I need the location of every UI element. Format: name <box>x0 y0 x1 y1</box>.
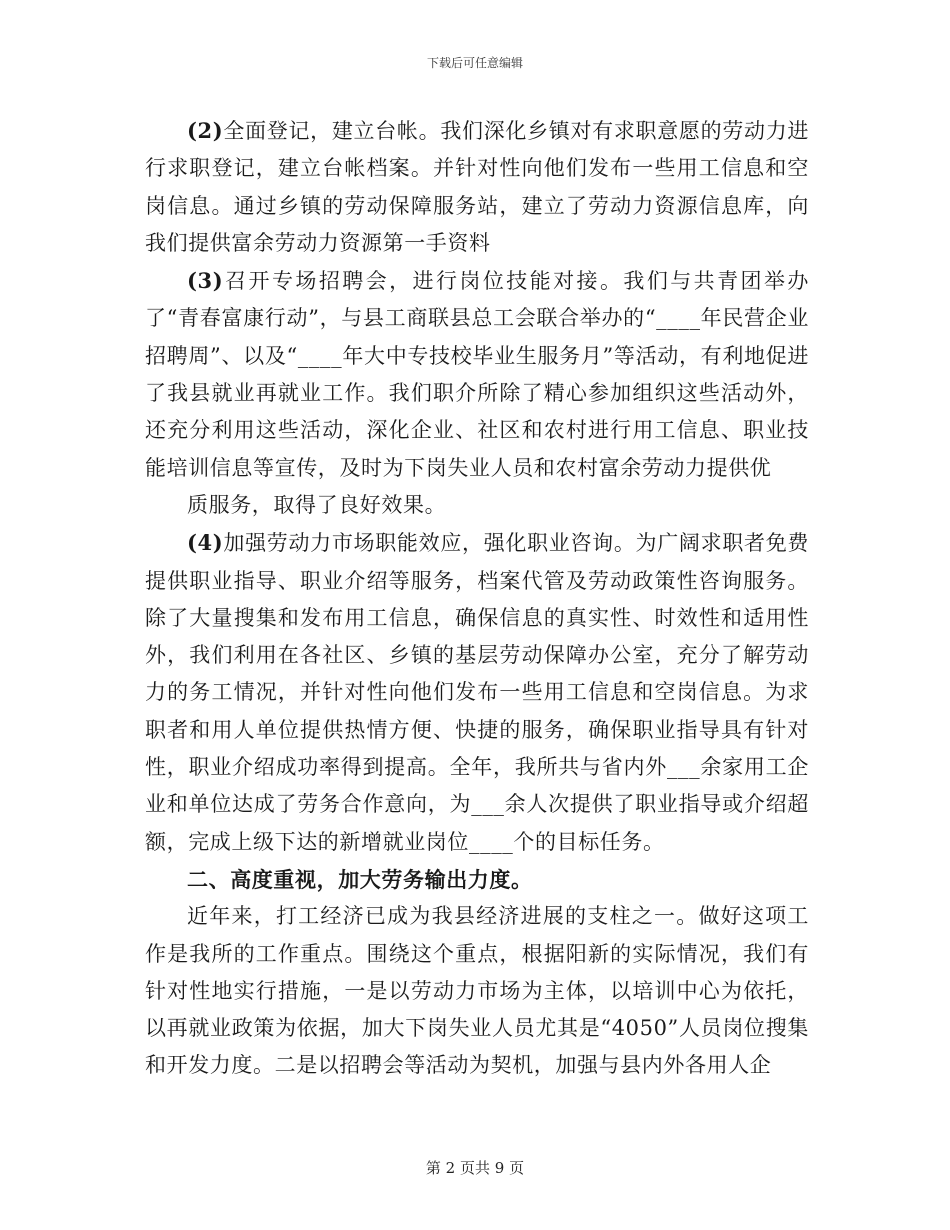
item-number-4: (4) <box>187 530 224 556</box>
item-number-3: (3) <box>187 268 224 294</box>
paragraph-3-text: 召开专场招聘会，进行岗位技能对接。我们与共青团举办了“青春富康行动”，与县工商联县总工会联合举办的“____年民营企业招聘周”、以及“____年大中专技校毕业生服务月”等活动，有利地促进了我县就业再就业工作。我们职介所除了精心参加组织这些活动外，还充分利用这些活动，深化企业、社区和农村进行用工信息、职业技能培训信息等宣传，及时为下岗失业人员和农村富余劳动力提供优 <box>145 269 809 480</box>
section-paragraph: 近年来，打工经济已成为我县经济进展的支柱之一。做好这项工作是我所的工作重点。围绕这个重点，根据阳新的实际情况，我们有针对性地实行措施，一是以劳动力市场为主体，以培训中心为依托，以再就业政策为依据，加大下岗失业人员尤其是“4050”人员岗位搜集和开发力度。二是以招聘会等活动为契机，加强与县内外各用人企 <box>145 904 809 1078</box>
paragraph-4-text: 加强劳动力市场职能效应，强化职业咨询。为广阔求职者免费提供职业指导、职业介绍等服务，档案代管及劳动政策性咨询服务。除了大量搜集和发布用工信息，确保信息的真实性、时效性和适用性外，我们利用在各社区、乡镇的基层劳动保障办公室，充分了解劳动力的务工情况，并针对性向他们发布一些用工信息和空岗信息。为求职者和用人单位提供热情方便、快捷的服务，确保职业指导具有针对性，职业介绍成功率得到提高。全年，我所共与省内外___余家用工企业和单位达成了劳务合作意向，为___余人次提供了职业指导或介绍超额，完成上级下达的新增就业岗位____个的目标任务。 <box>145 531 809 854</box>
paragraph-3-continuation <box>145 487 809 524</box>
paragraph-3-continuation-text: 质服务，取得了良好效果。 <box>187 492 447 517</box>
paragraph-2 <box>145 112 809 262</box>
paragraph-3 <box>145 262 809 487</box>
item-number-2: (2) <box>187 118 224 143</box>
page-number: 第 2 页共 9 页 <box>425 1159 525 1177</box>
section-heading: 二、高度重视，加大劳务输出力度。 <box>187 866 533 892</box>
paragraph-4 <box>145 524 809 861</box>
document-body <box>145 112 809 1085</box>
paragraph-2-text: 全面登记，建立台帐。我们深化乡镇对有求职意愿的劳动力进行求职登记，建立台帐档案。并针对性向他们发布一些用工信息和空岗信息。通过乡镇的劳动保障服务站，建立了劳动力资源信息库，向我们提供富余劳动力资源第一手资料 <box>145 119 809 255</box>
page-header-note: 下载后可任意编辑 <box>426 56 523 70</box>
